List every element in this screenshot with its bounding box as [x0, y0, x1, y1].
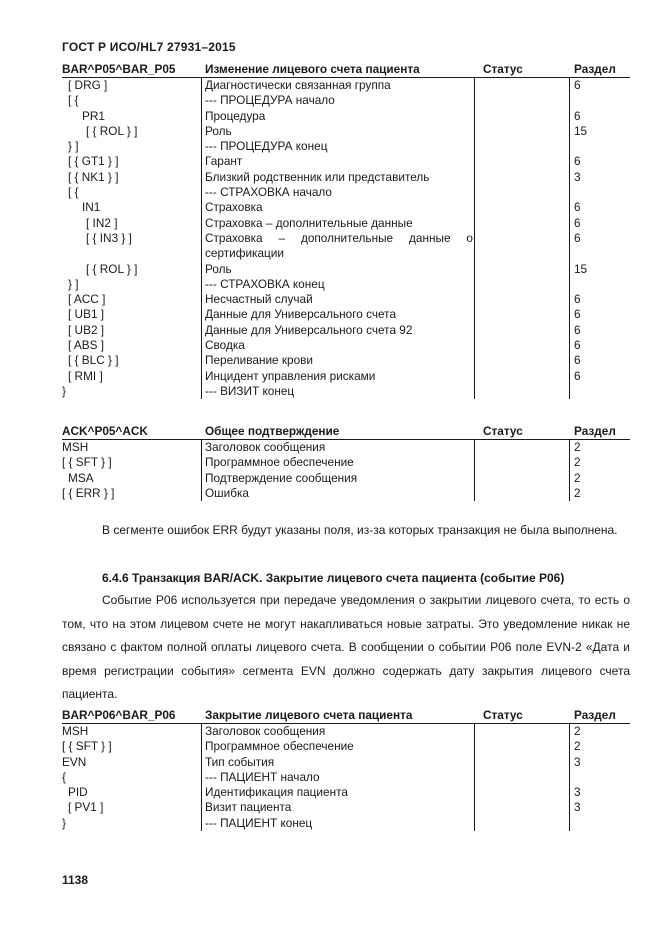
- description-cell: Идентификация пациента: [205, 785, 348, 800]
- table-row: [62, 93, 630, 108]
- description-cell: Переливание крови: [205, 353, 314, 368]
- section-cell: 2: [574, 455, 581, 470]
- description-cell: Процедура: [205, 108, 266, 123]
- description-cell: Заголовок сообщения: [205, 440, 326, 454]
- table-row: [62, 770, 630, 785]
- description-cell: Заголовок сообщения: [205, 724, 326, 738]
- description-cell: Данные для Универсального счета: [205, 307, 397, 322]
- table-row: [62, 185, 630, 200]
- paragraph-text: Событие P06 используется при передаче уведомления о закрытии лицевого счета, то есть о том, что на этом лицевом счете не могут накапливаться новые затраты. Это уведомление никак не связано с фактом полной оплаты лицевого счета. В сообщении о событии P06 поле EVN-2 «Дата и время регистрации события» сегмента EVN должно содержать дату закрытия лицевого счета пациента.: [62, 593, 630, 701]
- description-cell: Визит пациента: [205, 800, 292, 815]
- page-number: 1138: [62, 873, 89, 887]
- section-cell: 15: [574, 123, 588, 138]
- table-row: [62, 170, 630, 185]
- section-cell: 6: [574, 368, 581, 383]
- segment-cell: [ { GT1 } ]: [68, 154, 119, 169]
- table-header-row: [62, 62, 630, 78]
- segment-cell: [ { ROL } ]: [86, 261, 138, 276]
- segment-cell: [ {: [68, 185, 79, 200]
- section-cell: 6: [574, 154, 581, 169]
- table-row: [62, 124, 630, 139]
- table-row: [62, 109, 630, 124]
- table-row: [62, 486, 630, 501]
- table-body: [62, 440, 630, 501]
- paragraph-text: В сегменте ошибок ERR будут указаны поля, из-за которых транзакция не была выполнена.: [102, 523, 618, 537]
- segment-cell: [ { BLC } ]: [68, 353, 119, 368]
- segment-cell: EVN: [62, 754, 87, 769]
- table-row: [62, 369, 630, 384]
- description-cell: --- СТРАХОВКА начало: [205, 185, 332, 200]
- table-row: [62, 292, 630, 307]
- section-cell: 2: [574, 739, 581, 754]
- table-bar-p06: [62, 708, 630, 831]
- section-cell: 6: [574, 353, 581, 368]
- description-cell: --- ПРОЦЕДУРА начало: [205, 93, 335, 108]
- description-cell: Программное обеспечение: [205, 739, 354, 754]
- paragraph-err: [62, 519, 630, 543]
- description-cell: --- СТРАХОВКА конец: [205, 276, 325, 291]
- table-row: [62, 139, 630, 154]
- section-cell: 2: [574, 440, 581, 454]
- description-cell: Роль: [205, 261, 232, 276]
- col-description: Закрытие лицевого счета пациента: [205, 708, 413, 722]
- segment-cell: PID: [68, 785, 88, 800]
- description-cell: Близкий родственник или представитель: [205, 169, 430, 184]
- col-status: Статус: [483, 708, 523, 722]
- table-row: [62, 440, 630, 455]
- description-cell: Несчастный случай: [205, 292, 313, 307]
- table-row: [62, 724, 630, 739]
- segment-cell: PR1: [82, 108, 105, 123]
- section-cell: 6: [574, 292, 581, 307]
- segment-cell: [ RMI ]: [68, 368, 103, 383]
- description-cell: --- ПАЦИЕНТ начало: [205, 769, 320, 784]
- section-cell: 2: [574, 485, 581, 500]
- segment-cell: [ { ERR } ]: [62, 485, 115, 500]
- segment-cell: [ {: [68, 93, 79, 108]
- section-cell: 6: [574, 108, 581, 123]
- segment-cell: [ PV1 ]: [68, 800, 104, 815]
- segment-cell: MSA: [68, 470, 94, 485]
- section-cell: 3: [574, 800, 581, 815]
- col-description: Общее подтверждение: [205, 424, 340, 438]
- description-cell: --- ПАЦИЕНТ конец: [205, 815, 313, 830]
- table-row: [62, 353, 630, 368]
- segment-cell: MSH: [62, 724, 89, 738]
- description-cell: Ошибка: [205, 485, 249, 500]
- section-cell: 6: [574, 230, 581, 245]
- table-row: [62, 216, 630, 231]
- description-cell: Диагностически связанная группа: [205, 78, 391, 92]
- section-cell: 3: [574, 754, 581, 769]
- col-section: Раздел: [574, 62, 616, 76]
- section-heading: 6.4.6 Транзакция BAR/ACK. Закрытие лицевого счета пациента (событие P06): [102, 571, 565, 585]
- table-row: [62, 800, 630, 815]
- table-row: [62, 338, 630, 353]
- table-header-row: [62, 424, 630, 440]
- table-row: [62, 262, 630, 277]
- segment-cell: MSH: [62, 440, 89, 454]
- segment-cell: [ DRG ]: [68, 78, 108, 92]
- description-cell: Тип события: [205, 754, 275, 769]
- segment-cell: [ { ROL } ]: [86, 123, 138, 138]
- running-header: ГОСТ Р ИСО/HL7 27931–2015: [62, 40, 236, 54]
- segment-cell: [ { SFT } ]: [62, 455, 112, 470]
- segment-cell: [ ABS ]: [68, 338, 105, 353]
- col-section: Раздел: [574, 708, 616, 722]
- paragraph-p06: [62, 589, 630, 707]
- table-row: [62, 785, 630, 800]
- section-cell: 6: [574, 200, 581, 215]
- table-row: [62, 816, 630, 831]
- description-cell: Страховка – дополнительные данные о сертификации: [205, 230, 473, 261]
- table-row: [62, 323, 630, 338]
- description-cell: Сводка: [205, 338, 245, 353]
- section-cell: 6: [574, 307, 581, 322]
- segment-cell: [ { SFT } ]: [62, 739, 112, 754]
- description-cell: Программное обеспечение: [205, 455, 354, 470]
- table-row: [62, 307, 630, 322]
- description-cell: Гарант: [205, 154, 243, 169]
- table-header-row: [62, 708, 630, 724]
- segment-cell: }: [62, 815, 66, 830]
- segment-cell: [ UB1 ]: [68, 307, 105, 322]
- segment-cell: [ { IN3 } ]: [86, 230, 132, 245]
- segment-cell: [ IN2 ]: [86, 215, 118, 230]
- section-cell: 2: [574, 724, 581, 738]
- description-cell: Страховка: [205, 200, 263, 215]
- description-cell: --- ПРОЦЕДУРА конец: [205, 139, 328, 154]
- segment-cell: [ ACC ]: [68, 292, 106, 307]
- table-row: [62, 200, 630, 215]
- description-cell: Роль: [205, 123, 232, 138]
- segment-cell: } ]: [68, 276, 79, 291]
- description-cell: Подтверждение сообщения: [205, 470, 358, 485]
- segment-cell: }: [62, 383, 66, 398]
- table-body: [62, 78, 630, 399]
- description-cell: Страховка – дополнительные данные: [205, 215, 413, 230]
- section-cell: 3: [574, 785, 581, 800]
- table-row: [62, 78, 630, 93]
- section-cell: 6: [574, 78, 581, 92]
- section-cell: 6: [574, 215, 581, 230]
- col-description: Изменение лицевого счета пациента: [205, 62, 420, 76]
- segment-cell: {: [62, 769, 66, 784]
- segment-cell: IN1: [82, 200, 101, 215]
- section-cell: 6: [574, 322, 581, 337]
- section-cell: 3: [574, 169, 581, 184]
- table-body: [62, 724, 630, 831]
- segment-cell: } ]: [68, 139, 79, 154]
- table-ack-p05: [62, 424, 630, 501]
- table-row: [62, 154, 630, 169]
- col-message: BAR^P06^BAR_P06: [62, 708, 176, 722]
- col-status: Статус: [483, 62, 523, 76]
- col-message: ACK^P05^ACK: [62, 424, 148, 438]
- table-bar-p05: [62, 62, 630, 399]
- section-cell: 15: [574, 261, 588, 276]
- description-cell: Инцидент управления рисками: [205, 368, 376, 383]
- col-section: Раздел: [574, 424, 616, 438]
- segment-cell: [ UB2 ]: [68, 322, 105, 337]
- table-row: [62, 471, 630, 486]
- table-row: [62, 384, 630, 399]
- table-row: [62, 739, 630, 754]
- col-message: BAR^P05^BAR_P05: [62, 62, 176, 76]
- table-row: [62, 231, 630, 262]
- description-cell: --- ВИЗИТ конец: [205, 383, 295, 398]
- col-status: Статус: [483, 424, 523, 438]
- section-cell: 6: [574, 338, 581, 353]
- table-row: [62, 277, 630, 292]
- table-row: [62, 755, 630, 770]
- table-row: [62, 455, 630, 470]
- segment-cell: [ { NK1 } ]: [68, 169, 119, 184]
- description-cell: Данные для Универсального счета 92: [205, 322, 413, 337]
- section-cell: 2: [574, 470, 581, 485]
